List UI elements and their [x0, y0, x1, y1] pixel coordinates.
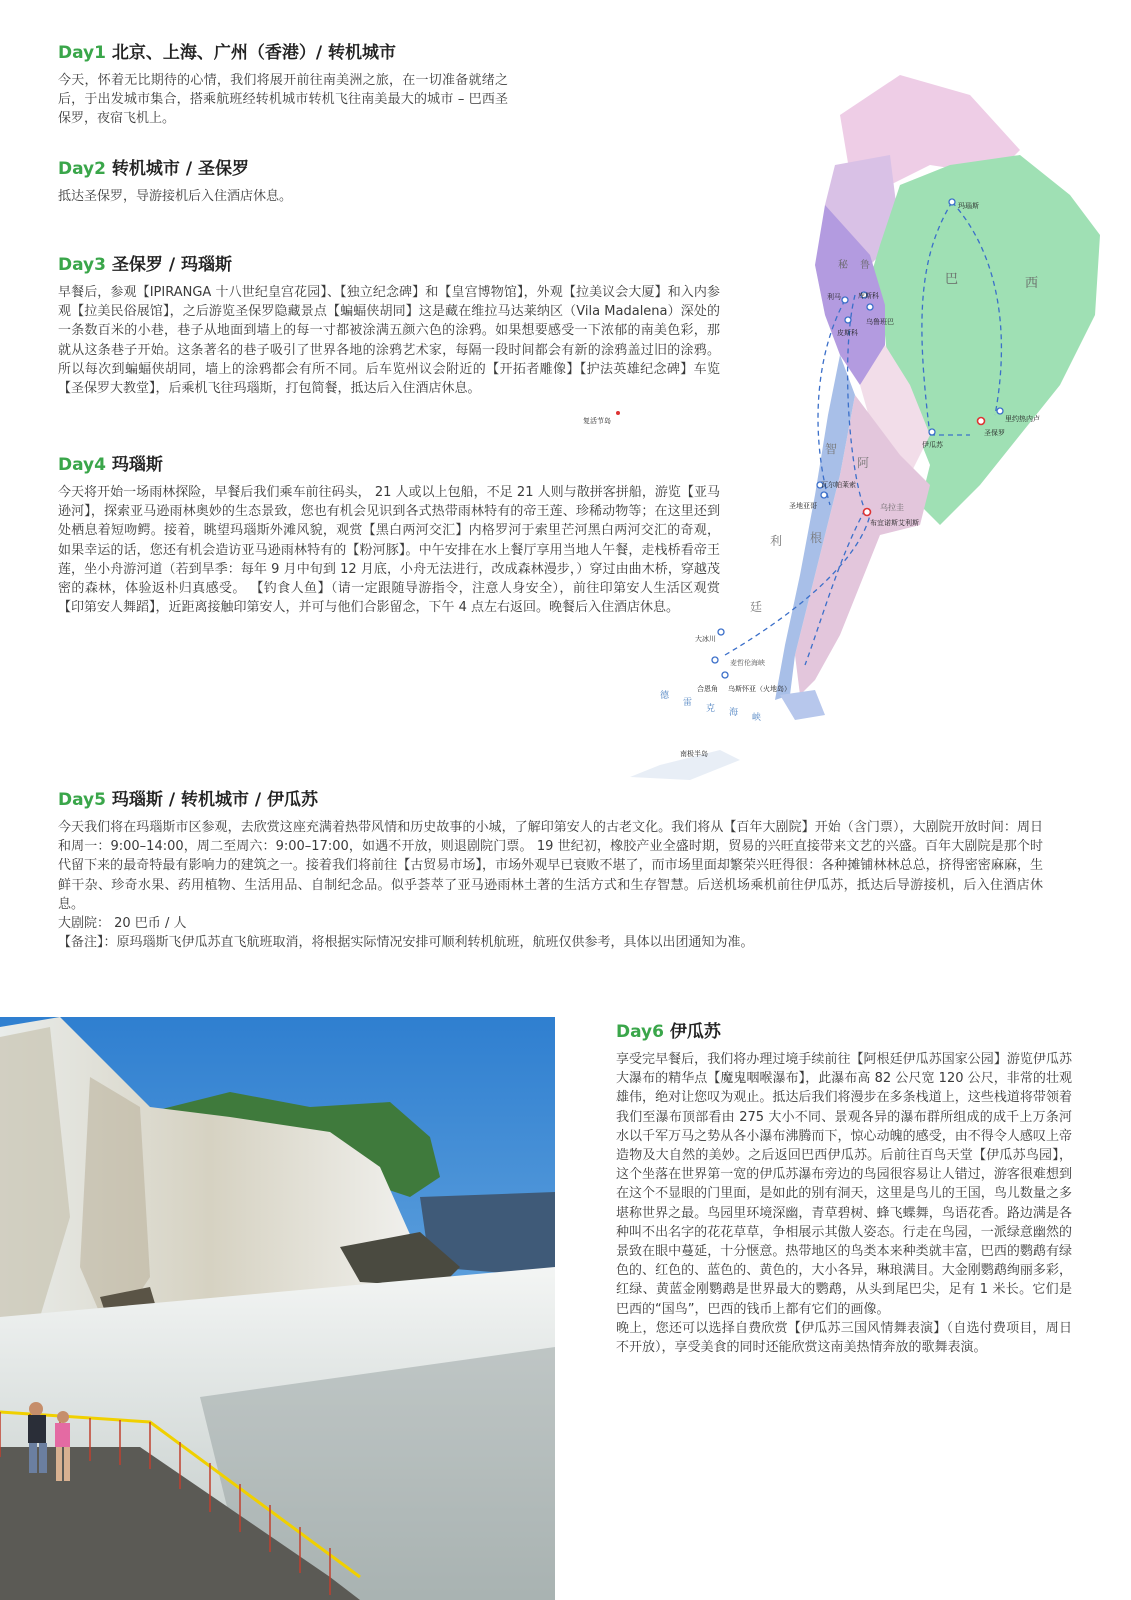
city-marker-glacier [695, 629, 724, 643]
day6-section [616, 1017, 1072, 1357]
drake-char-3: 克 [706, 704, 716, 714]
city-marker-cape-horn [697, 657, 718, 693]
svg-text:库斯科: 库斯科 [858, 292, 879, 300]
day2-title: Day2 转机城市 / 圣保罗 [58, 159, 249, 179]
day1-section [58, 38, 508, 129]
day5-section [58, 785, 1043, 952]
route-map [583, 55, 1131, 800]
svg-text:大冰川: 大冰川 [695, 635, 716, 643]
drake-char-4: 海 [729, 708, 739, 718]
svg-text:乌鲁班巴: 乌鲁班巴 [866, 318, 894, 326]
day3-body: 早餐后，参观【IPIRANGA 十八世纪皇宫花园】、【独立纪念碑】和【皇宫博物馆】，外观【拉美议会大厦】和入内参观【拉美民俗展馆】，之后游览圣保罗隐藏景点【蝙蝠侠胡同】这是藏在维拉马达莱纳区（Vila Madalena）深处的一条数百米的小巷，巷子从地面到墙上的每一寸都被涂满五颜六色的涂鸦。如果想要感受一下浓郁的南美色彩，那就从这条巷子开始。这条著名的巷子吸引了世界各地的涂鸦艺术家，每隔一段时间都会有新的涂鸦盖过旧的涂鸦。所以每次到蝙蝠侠胡同，墙上的涂鸦都会有所不同。后车览州议会附近的【开拓者雕像】【护法英雄纪念碑】车览【圣保罗大教堂】，后乘机飞往玛瑙斯，打包简餐，抵达后入住酒店休息。 [58, 285, 720, 397]
map-tierra-del-fuego [780, 690, 825, 720]
day2-body: 抵达圣保罗，导游接机后入住酒店休息。 [58, 189, 293, 204]
day4-title: Day4 玛瑙斯 [58, 455, 163, 475]
city-marker-easter-island [583, 411, 620, 425]
svg-text:瓦尔帕莱索: 瓦尔帕莱索 [821, 481, 856, 489]
label-antarctic [680, 749, 708, 758]
day5-body: 今天我们将在玛瑙斯市区参观，去欣赏这座充满着热带风情和历史故事的小城，了解印第安人的古老文化。我们将从【百年大剧院】开始（含门票），大剧院开放时间：周日和周一：9:00–14:00，周二至周六：9:00–17:00，如遇不开放，则退剧院门票。 19 世纪初，橡胶产业全盛时期，贸易的兴旺直接带来文艺的兴盛。百年大剧院是那个时代留下来的最奇特最有影响力的建筑之一。接着我们将前往【古贸易市场】，市场外观早已衰败不堪了，而市场里面却繁荣兴旺得很：各种摊铺林林总总，挤得密密麻麻，生鲜干杂、珍奇水果、药用植物、生活用品、自制纪念品。似乎荟萃了亚马逊雨林土著的生活方式和生存智慧。后送机场乘机前往伊瓜苏，抵达后导游接机，后入住酒店休息。 大剧院： 20 巴币 / 人 【备注】：原玛瑙斯飞伊瓜苏直飞航班取消，将根据实际情况安排可顺利转机航班，航班仅供参考，具体以出团通知为准。 [58, 820, 1043, 951]
day5-title: Day5 玛瑙斯 / 转机城市 / 伊瓜苏 [58, 790, 318, 810]
country-arg-char-2: 根 [810, 531, 823, 545]
svg-text:伊瓜苏: 伊瓜苏 [922, 441, 943, 449]
drake-char-2: 雷 [683, 698, 693, 708]
river-label: 乌拉圭 [880, 503, 904, 512]
svg-text:玛瑙斯: 玛瑙斯 [958, 202, 979, 210]
svg-text:合恩角: 合恩角 [697, 685, 718, 693]
day1-title: Day1 北京、上海、广州（香港）/ 转机城市 [58, 43, 397, 63]
drake-char-5: 峡 [752, 713, 762, 723]
svg-text:里约热内卢: 里约热内卢 [1005, 415, 1040, 423]
country-brazil-char-1: 巴 [945, 272, 959, 287]
day6-body: 享受完早餐后，我们将办理过境手续前往【阿根廷伊瓜苏国家公园】游览伊瓜苏大瀑布的精华点【魔鬼咽喉瀑布】，此瀑布高 82 公尺宽 120 公尺，非常的壮观雄伟，绝对让您叹为观止。抵达后我们将漫步在多条栈道上，这些栈道将带领着我们至瀑布顶部看由 275 大小不同、景观各异的瀑布群所组成的成千上万条河水以千军万马之势从各小瀑布沸腾而下，惊心动魄的感受，由不得令人感叹上帝造物及大自然的美妙。之后返回巴西伊瓜苏。后前往百鸟天堂【伊瓜苏鸟园】，这个坐落在世界第一宽的伊瓜苏瀑布旁边的鸟园很容易让人错过，游客很难想到在这个不显眼的门里面，是如此的别有洞天，这里是鸟儿的王国，鸟儿数量之多堪称世界之最。鸟园里环境深幽，青草碧树、蜂飞蝶舞，鸟语花香。路边满是各种叫不出名字的花花草草，争相展示其傲人姿态。行走在鸟园，一派绿意幽然的景致在眼中蔓延，十分惬意。热带地区的鸟类本来种类就丰富，巴西的鹦鹉有绿色的、红色的、蓝色的、黄色的，大小各异，琳琅满目。大金刚鹦鹉绚丽多彩，红绿、黄蓝金刚鹦鹉是世界最大的鹦鹉，从头到尾巴尖，足有 1 米长。它们是巴西的“国鸟”，巴西的钱币上都有它们的画像。 晚上，您还可以选择自费欣赏【伊瓜苏三国风情舞表演】（自选付费项目，周日不开放），享受美食的同时还能欣赏这南美热情奔放的歌舞表演。 [616, 1052, 1072, 1356]
drake-char-1: 德 [660, 691, 670, 701]
country-brazil-char-2: 西 [1025, 276, 1039, 291]
channel-label: 麦哲伦海峡 [730, 659, 765, 667]
svg-text:布宜诺斯艾利斯: 布宜诺斯艾利斯 [870, 519, 919, 527]
city-marker-valparaiso [817, 480, 856, 489]
country-peru-char-1: 秘 [838, 260, 848, 271]
country-peru-char-2: 鲁 [860, 260, 870, 271]
iguazu-falls-photo [0, 1017, 555, 1600]
country-arg-char-1: 阿 [857, 456, 870, 470]
city-marker-cusco [858, 291, 879, 300]
country-chile-char-2: 利 [770, 534, 783, 548]
day6-title: Day6 伊瓜苏 [616, 1022, 721, 1042]
svg-text:复活节岛: 复活节岛 [583, 417, 611, 425]
country-arg-char-3: 廷 [750, 600, 763, 614]
day2-section [58, 154, 508, 206]
svg-text:圣保罗: 圣保罗 [984, 429, 1005, 437]
svg-text:皮斯科: 皮斯科 [837, 329, 858, 337]
day1-body: 今天，怀着无比期待的心情，我们将展开前往南美洲之旅，在一切准备就绪之后，于出发城市集合，搭乘航班经转机城市转机飞往南美最大的城市 – 巴西圣保罗，夜宿飞机上。 [58, 73, 508, 127]
svg-text:圣地亚哥: 圣地亚哥 [789, 502, 817, 510]
day3-title: Day3 圣保罗 / 玛瑙斯 [58, 255, 232, 275]
svg-text:乌斯怀亚（火地岛）: 乌斯怀亚（火地岛） [728, 685, 791, 693]
svg-text:南极半岛: 南极半岛 [680, 750, 708, 758]
day4-body: 今天将开始一场雨林探险，早餐后我们乘车前往码头， 21 人或以上包船，不足 21 人则与散拼客拼船，游览【亚马逊河】，探索亚马逊雨林奥妙的生态景致，您也有机会见识到各式热带雨林特有的帝王莲、珍稀动物等；在这里还到处栖息着短吻鳄。接着，眺望玛瑙斯外滩风貌，观赏【黑白两河交汇】内格罗河于索里芒河黑白两河交汇的奇观，如果幸运的话，您还有机会造访亚马逊雨林特有的【粉河豚】。中午安排在水上餐厅享用当地人午餐，走栈桥看帝王莲，坐小舟游河道（若到旱季：每年 9 月中旬到 12 月底，小舟无法进行，改成森林漫步，）穿过由曲木桥，穿越茂密的森林，体验返朴归真感受。 【钓食人鱼】（请一定跟随导游指令，注意人身安全），前往印第安人生活区观赏【印第安人舞蹈】，近距离接触印第安人，并可与他们合影留念，下午 4 点左右返回。晚餐后入住酒店休息。 [58, 485, 720, 616]
svg-text:利马: 利马 [827, 293, 841, 301]
country-chile-char-1: 智 [825, 442, 838, 456]
